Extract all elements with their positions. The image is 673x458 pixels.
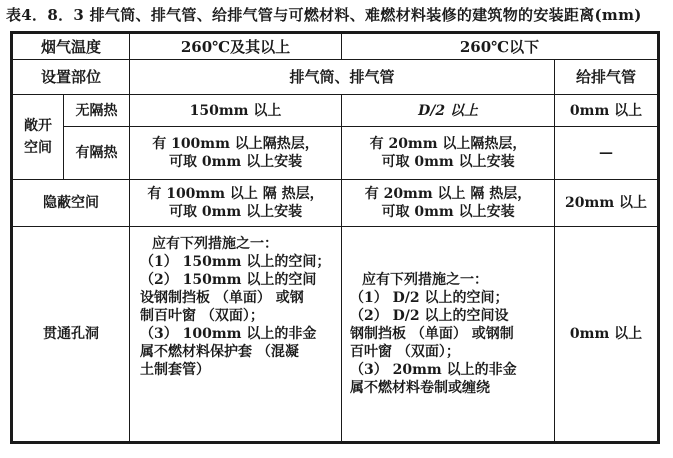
no-insulation-low: D/2 以上 bbox=[342, 95, 555, 127]
through-hole-low-line: （3） 20mm 以上的非金 bbox=[350, 362, 517, 378]
with-insulation-supply: — bbox=[555, 127, 659, 180]
header-row-temperature bbox=[12, 33, 659, 60]
through-hole-high-line: 制百叶窗 （双面）； bbox=[140, 308, 264, 324]
table-caption: 表4．8．3 排气筒、排气管、给排气管与可燃材料、难燃材料装修的建筑物的安装距离(mm) bbox=[6, 6, 642, 24]
with-insulation-low bbox=[342, 127, 555, 180]
header-row-location bbox=[12, 60, 659, 95]
temp-low-header: 260℃以下 bbox=[342, 33, 659, 60]
open-space-label-line2: 空间 bbox=[24, 140, 52, 156]
concealed-supply: 20mm 以上 bbox=[555, 180, 659, 227]
through-hole-low-line: 百叶窗 （双面）； bbox=[350, 344, 460, 360]
installation-distance-table bbox=[10, 31, 660, 444]
with-insulation-label: 有隔热 bbox=[64, 127, 130, 180]
concealed-low bbox=[342, 180, 555, 227]
flue-temp-header: 烟气温度 bbox=[12, 33, 130, 60]
through-hole-high-line: 应有下列措施之一： bbox=[152, 236, 279, 252]
location-header: 设置部位 bbox=[12, 60, 130, 95]
through-hole-high-line: 土制套管） bbox=[140, 362, 211, 378]
concealed-high bbox=[130, 180, 342, 227]
exhaust-header: 排气筒、排气管 bbox=[130, 60, 555, 95]
through-hole-high-line: 设钢制挡板 （单面） 或钢 bbox=[140, 290, 304, 306]
with-insulation-high bbox=[130, 127, 342, 180]
row-open-no-insulation bbox=[12, 95, 659, 127]
concealed-high-line2: 可取 0mm 以上安装 bbox=[168, 204, 303, 220]
through-hole-high-line: （1） 150mm 以上的空间； bbox=[140, 254, 331, 270]
open-space-label bbox=[12, 95, 64, 180]
row-concealed-space bbox=[12, 180, 659, 227]
through-hole-low-line: 钢制挡板 （单面） 或钢制 bbox=[350, 326, 514, 342]
with-insulation-high-line2: 可取 0mm 以上安装 bbox=[168, 154, 303, 170]
row-through-hole bbox=[12, 227, 659, 443]
through-hole-low-line: （1） D/2 以上的空间； bbox=[350, 290, 509, 306]
through-hole-high-line: 属不燃材料保护套 （混凝 bbox=[140, 344, 299, 360]
with-insulation-low-line1: 有 20mm 以上隔热层， bbox=[369, 136, 527, 152]
open-space-label-line1: 敞开 bbox=[24, 118, 52, 134]
with-insulation-low-line2: 可取 0mm 以上安装 bbox=[381, 154, 515, 170]
through-hole-high-line: （3） 100mm 以上的非金 bbox=[140, 326, 317, 342]
no-insulation-label: 无隔热 bbox=[64, 95, 130, 127]
concealed-low-line2: 可取 0mm 以上安装 bbox=[381, 204, 515, 220]
through-hole-low bbox=[342, 227, 555, 443]
through-hole-high-line: （2） 150mm 以上的空间 bbox=[140, 272, 317, 288]
no-insulation-supply: 0mm 以上 bbox=[555, 95, 659, 127]
no-insulation-high: 150mm 以上 bbox=[130, 95, 342, 127]
row-open-with-insulation bbox=[12, 127, 659, 180]
through-hole-supply: 0mm 以上 bbox=[555, 227, 659, 443]
through-hole-high bbox=[130, 227, 342, 443]
through-hole-low-line: 属不燃材料卷制或缠绕 bbox=[350, 380, 491, 396]
through-hole-label: 贯通孔洞 bbox=[12, 227, 130, 443]
concealed-low-line1: 有 20mm 以上 隔 热层， bbox=[364, 186, 532, 202]
with-insulation-high-line1: 有 100mm 以上隔热层， bbox=[152, 136, 319, 152]
through-hole-low-line: 应有下列措施之一： bbox=[362, 272, 489, 288]
concealed-high-line1: 有 100mm 以上 隔 热层， bbox=[147, 186, 324, 202]
supply-exhaust-header: 给排气管 bbox=[555, 60, 659, 95]
through-hole-low-line: （2） D/2 以上的空间设 bbox=[350, 308, 509, 324]
temp-high-header: 260℃及其以上 bbox=[130, 33, 342, 60]
concealed-space-label: 隐蔽空间 bbox=[12, 180, 130, 227]
